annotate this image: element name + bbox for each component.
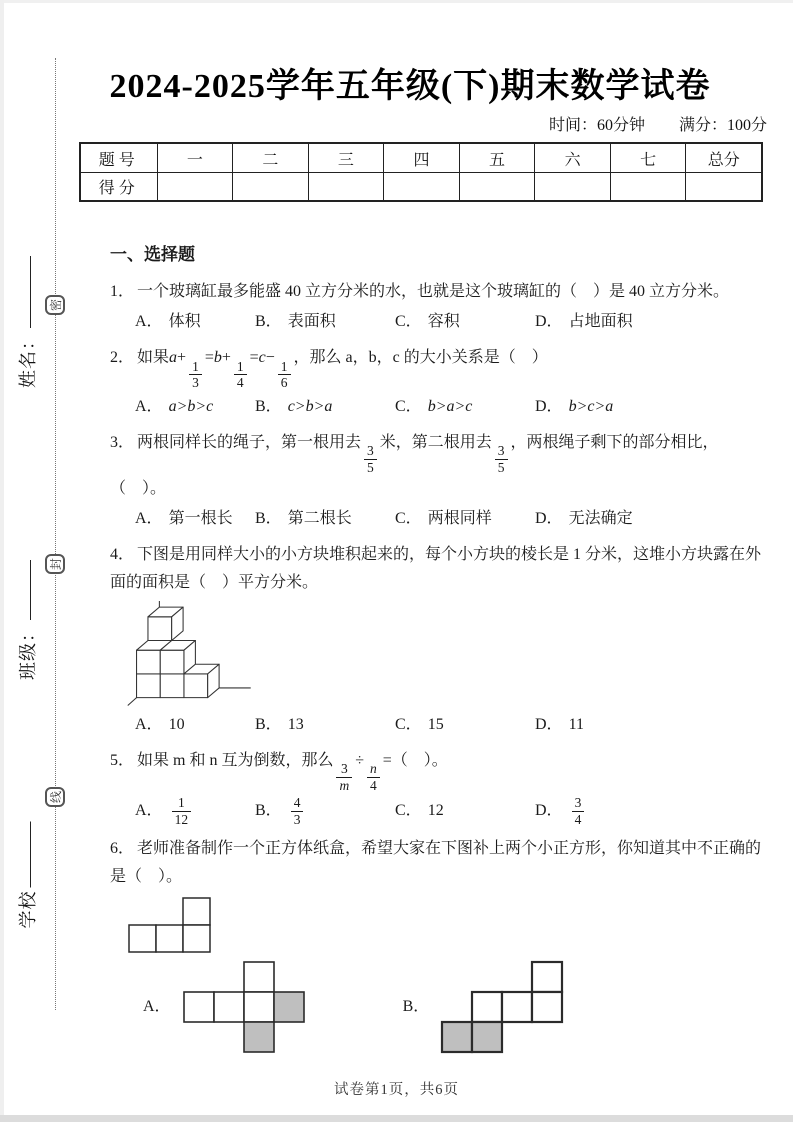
option-label: C． <box>395 312 422 330</box>
fraction <box>336 761 352 793</box>
figure-option-item <box>403 959 566 1055</box>
fraction-denominator: 4 <box>367 777 380 794</box>
math-expression: c <box>258 348 266 366</box>
school-blank-line <box>26 822 31 888</box>
option-label: D． <box>535 312 563 330</box>
name-field <box>14 256 40 388</box>
option-label: A． <box>135 510 163 528</box>
scan-edge-top <box>0 0 793 3</box>
options-row <box>110 393 765 421</box>
section-title: 一、选择题 <box>110 245 195 264</box>
seal-char-feng: 封 <box>45 554 65 574</box>
math-expression: a>b>c <box>168 397 214 415</box>
exam-content <box>110 240 765 1055</box>
option-label: C． <box>395 802 422 820</box>
question-number: 6． <box>110 840 135 858</box>
fraction <box>172 795 192 827</box>
option-item <box>135 505 255 533</box>
fraction-denominator: 6 <box>278 374 291 391</box>
option-item <box>395 505 535 533</box>
stem-text: 两根同样 <box>427 510 492 528</box>
fraction-numerator: 3 <box>340 761 348 777</box>
stem-text: 体积 <box>168 312 201 330</box>
score-table-header-cell: 六 <box>534 144 610 172</box>
question-stem <box>110 541 765 597</box>
full-score-label: 满分：100分 <box>678 117 767 134</box>
score-table-empty-cell <box>534 172 610 200</box>
option-label: C． <box>395 715 422 733</box>
question-number: 2． <box>110 348 135 366</box>
fraction <box>234 359 247 391</box>
stem-text: + <box>177 348 187 366</box>
option-item <box>535 505 633 533</box>
stem-text: ，那么 a，b，c 的大小关系是（ ） <box>293 348 548 366</box>
score-table-header-label: 题号 <box>98 151 139 169</box>
fraction-numerator: 1 <box>177 795 185 811</box>
option-item <box>255 393 395 421</box>
school-field <box>14 822 40 929</box>
question-stem <box>110 747 765 794</box>
fraction-denominator: 5 <box>495 459 508 476</box>
fraction-denominator: 12 <box>172 811 192 828</box>
fraction <box>367 761 380 793</box>
math-expression: c>b>a <box>287 397 333 415</box>
question-item <box>110 429 765 534</box>
option-item <box>135 308 255 336</box>
option-label: D． <box>535 715 563 733</box>
score-table-empty-cell <box>610 172 686 200</box>
cube-stack-figure <box>126 601 256 708</box>
question-item <box>110 278 765 336</box>
question-figure <box>126 601 765 708</box>
question-item <box>110 835 765 1055</box>
option-item <box>395 797 535 825</box>
option-label: D． <box>535 802 563 820</box>
stem-text: 第二根长 <box>287 510 352 528</box>
question-item <box>110 747 765 828</box>
seal-char-mi: 密 <box>45 295 65 315</box>
fraction-denominator: 5 <box>364 459 377 476</box>
question-stem <box>110 278 765 306</box>
question-stem <box>110 429 765 504</box>
stem-text: 第一根长 <box>168 510 233 528</box>
score-table-empty-cell <box>459 172 535 200</box>
fraction <box>495 443 508 475</box>
seal-char-xian: 线 <box>45 787 65 807</box>
options-row <box>110 505 765 533</box>
fraction-denominator: 3 <box>291 811 304 828</box>
option-label: A． <box>135 397 163 415</box>
option-label: B． <box>255 802 282 820</box>
option-label: B． <box>255 510 282 528</box>
figure-option-item <box>143 959 307 1055</box>
score-table-header-cell: 总分 <box>685 144 761 172</box>
score-table-empty-cell <box>308 172 384 200</box>
option-label: B． <box>402 998 430 1016</box>
score-table-header-cell: 二 <box>232 144 308 172</box>
stem-text: + <box>221 348 231 366</box>
option-item <box>535 711 584 739</box>
score-table-empty-cell <box>232 172 308 200</box>
score-table-empty-cell <box>685 172 761 200</box>
option-label: B． <box>255 397 282 415</box>
question-stem <box>110 835 765 891</box>
fraction <box>572 795 585 827</box>
stem-text: 无法确定 <box>568 510 633 528</box>
option-item <box>135 795 255 827</box>
stem-text: − <box>265 348 275 366</box>
question-stem <box>110 344 765 391</box>
class-label: 班级： <box>18 623 38 680</box>
stem-text: 占地面积 <box>568 312 633 330</box>
option-label: D． <box>535 397 563 415</box>
question-item <box>110 344 765 421</box>
questions <box>110 278 765 1056</box>
fraction-numerator: n <box>370 761 377 777</box>
name-blank-line <box>26 256 31 328</box>
fraction-numerator: 3 <box>367 443 374 459</box>
fraction-denominator: 4 <box>234 374 247 391</box>
score-table-header-cell: 一 <box>157 144 233 172</box>
option-item <box>255 795 395 827</box>
fraction <box>291 795 304 827</box>
fraction-numerator: 1 <box>236 358 244 374</box>
stem-text: = <box>249 348 259 366</box>
option-item <box>255 308 395 336</box>
fraction-denominator: m <box>336 777 352 794</box>
score-table-empty-cell <box>383 172 459 200</box>
option-label: A． <box>135 312 163 330</box>
question-number: 4． <box>110 546 135 564</box>
score-table-header-cell: 三 <box>308 144 384 172</box>
math-expression: a <box>169 348 178 366</box>
fraction-numerator: 4 <box>293 795 301 811</box>
net-incomplete-figure <box>126 895 213 955</box>
page-footer: 试卷第1页，共6页 <box>334 1082 459 1098</box>
score-table-row-label: 得分 <box>81 172 157 200</box>
option-label: C． <box>395 397 422 415</box>
options-row <box>110 308 765 336</box>
option-item <box>255 711 395 739</box>
option-item <box>395 711 535 739</box>
option-item <box>535 795 587 827</box>
stem-text: 下图是用同样大小的小方块堆积起来的，每个小方块的棱长是 1 分米，这堆小方块露在外面的面积是（ ）平方分米。 <box>110 546 762 592</box>
option-label: A． <box>135 802 163 820</box>
math-expression: b>a>c <box>427 397 473 415</box>
stem-text: 两根同样长的绳子，第一根用去 <box>137 433 362 451</box>
option-item <box>395 308 535 336</box>
question-number: 1． <box>110 282 135 300</box>
option-item <box>395 393 535 421</box>
fraction-denominator: 4 <box>572 811 585 828</box>
options-row <box>110 795 765 827</box>
fraction-numerator: 3 <box>574 795 582 811</box>
class-blank-line <box>26 560 31 620</box>
stem-text: 10 <box>168 715 185 733</box>
option-item <box>255 505 395 533</box>
stem-text: 13 <box>287 715 304 733</box>
option-item <box>535 393 613 421</box>
fraction <box>278 359 291 391</box>
option-label: D． <box>535 510 563 528</box>
question-number: 3． <box>110 433 135 451</box>
stem-text: 米，第二根用去 <box>379 433 492 451</box>
stem-text: 12 <box>427 802 444 820</box>
stem-text: 如果 m 和 n 互为倒数，那么 <box>137 751 334 769</box>
question-figure <box>126 895 765 955</box>
option-label: C． <box>395 510 422 528</box>
time-limit-label: 时间：60分钟 <box>548 117 645 134</box>
figure-options-row <box>110 959 765 1055</box>
stem-text: ÷ <box>355 751 364 769</box>
stem-text: ，两根绳子剩下的部分相比，（ ）。 <box>110 433 719 498</box>
stem-text: =（ ）。 <box>382 751 448 769</box>
fraction-numerator: 1 <box>192 358 199 374</box>
score-table-header-cell: 七 <box>610 144 686 172</box>
option-item <box>135 393 255 421</box>
fraction-numerator: 3 <box>497 443 505 459</box>
question-number: 5． <box>110 751 135 769</box>
option-item <box>535 308 633 336</box>
page-title: 2024-2025学年五年级(下)期末数学试卷 <box>109 68 711 105</box>
fraction-denominator: 3 <box>189 374 202 391</box>
option-label: B． <box>255 715 282 733</box>
exam-meta <box>549 112 767 135</box>
stem-text: 容积 <box>427 312 460 330</box>
stem-text: 老师准备制作一个正方体纸盒，希望大家在下图补上两个小正方形，你知道其中不正确的是（ ）。 <box>110 840 762 886</box>
options-row <box>110 711 765 739</box>
stem-text: 15 <box>427 715 444 733</box>
scan-edge-left <box>0 0 4 1122</box>
stem-text: 如果 <box>137 348 170 366</box>
math-expression: b <box>213 348 222 366</box>
fraction <box>189 359 202 391</box>
score-table <box>79 142 763 202</box>
net-A-figure <box>181 959 307 1055</box>
school-label: 学校 <box>18 890 38 929</box>
fraction <box>364 443 377 475</box>
score-table-header-cell: 五 <box>459 144 535 172</box>
score-table-header-cell: 四 <box>383 144 459 172</box>
option-label: A． <box>143 998 171 1016</box>
question-item <box>110 541 765 738</box>
name-label: 姓名： <box>18 331 38 388</box>
stem-text: 表面积 <box>287 312 336 330</box>
fraction-numerator: 1 <box>280 358 288 374</box>
score-table-empty-cell <box>157 172 233 200</box>
class-field <box>14 560 40 680</box>
option-label: B． <box>255 312 282 330</box>
seal-dotted-line <box>55 58 56 1010</box>
scan-edge-bottom <box>0 1115 793 1122</box>
option-label: A． <box>135 715 163 733</box>
option-item <box>135 711 255 739</box>
math-expression: b>c>a <box>568 397 614 415</box>
stem-text: 一个玻璃缸最多能盛 40 立方分米的水，也就是这个玻璃缸的（ ）是 40 立方分米。 <box>137 282 730 300</box>
net-B-figure <box>439 959 565 1055</box>
stem-text: = <box>204 348 214 366</box>
stem-text: 11 <box>568 715 584 733</box>
